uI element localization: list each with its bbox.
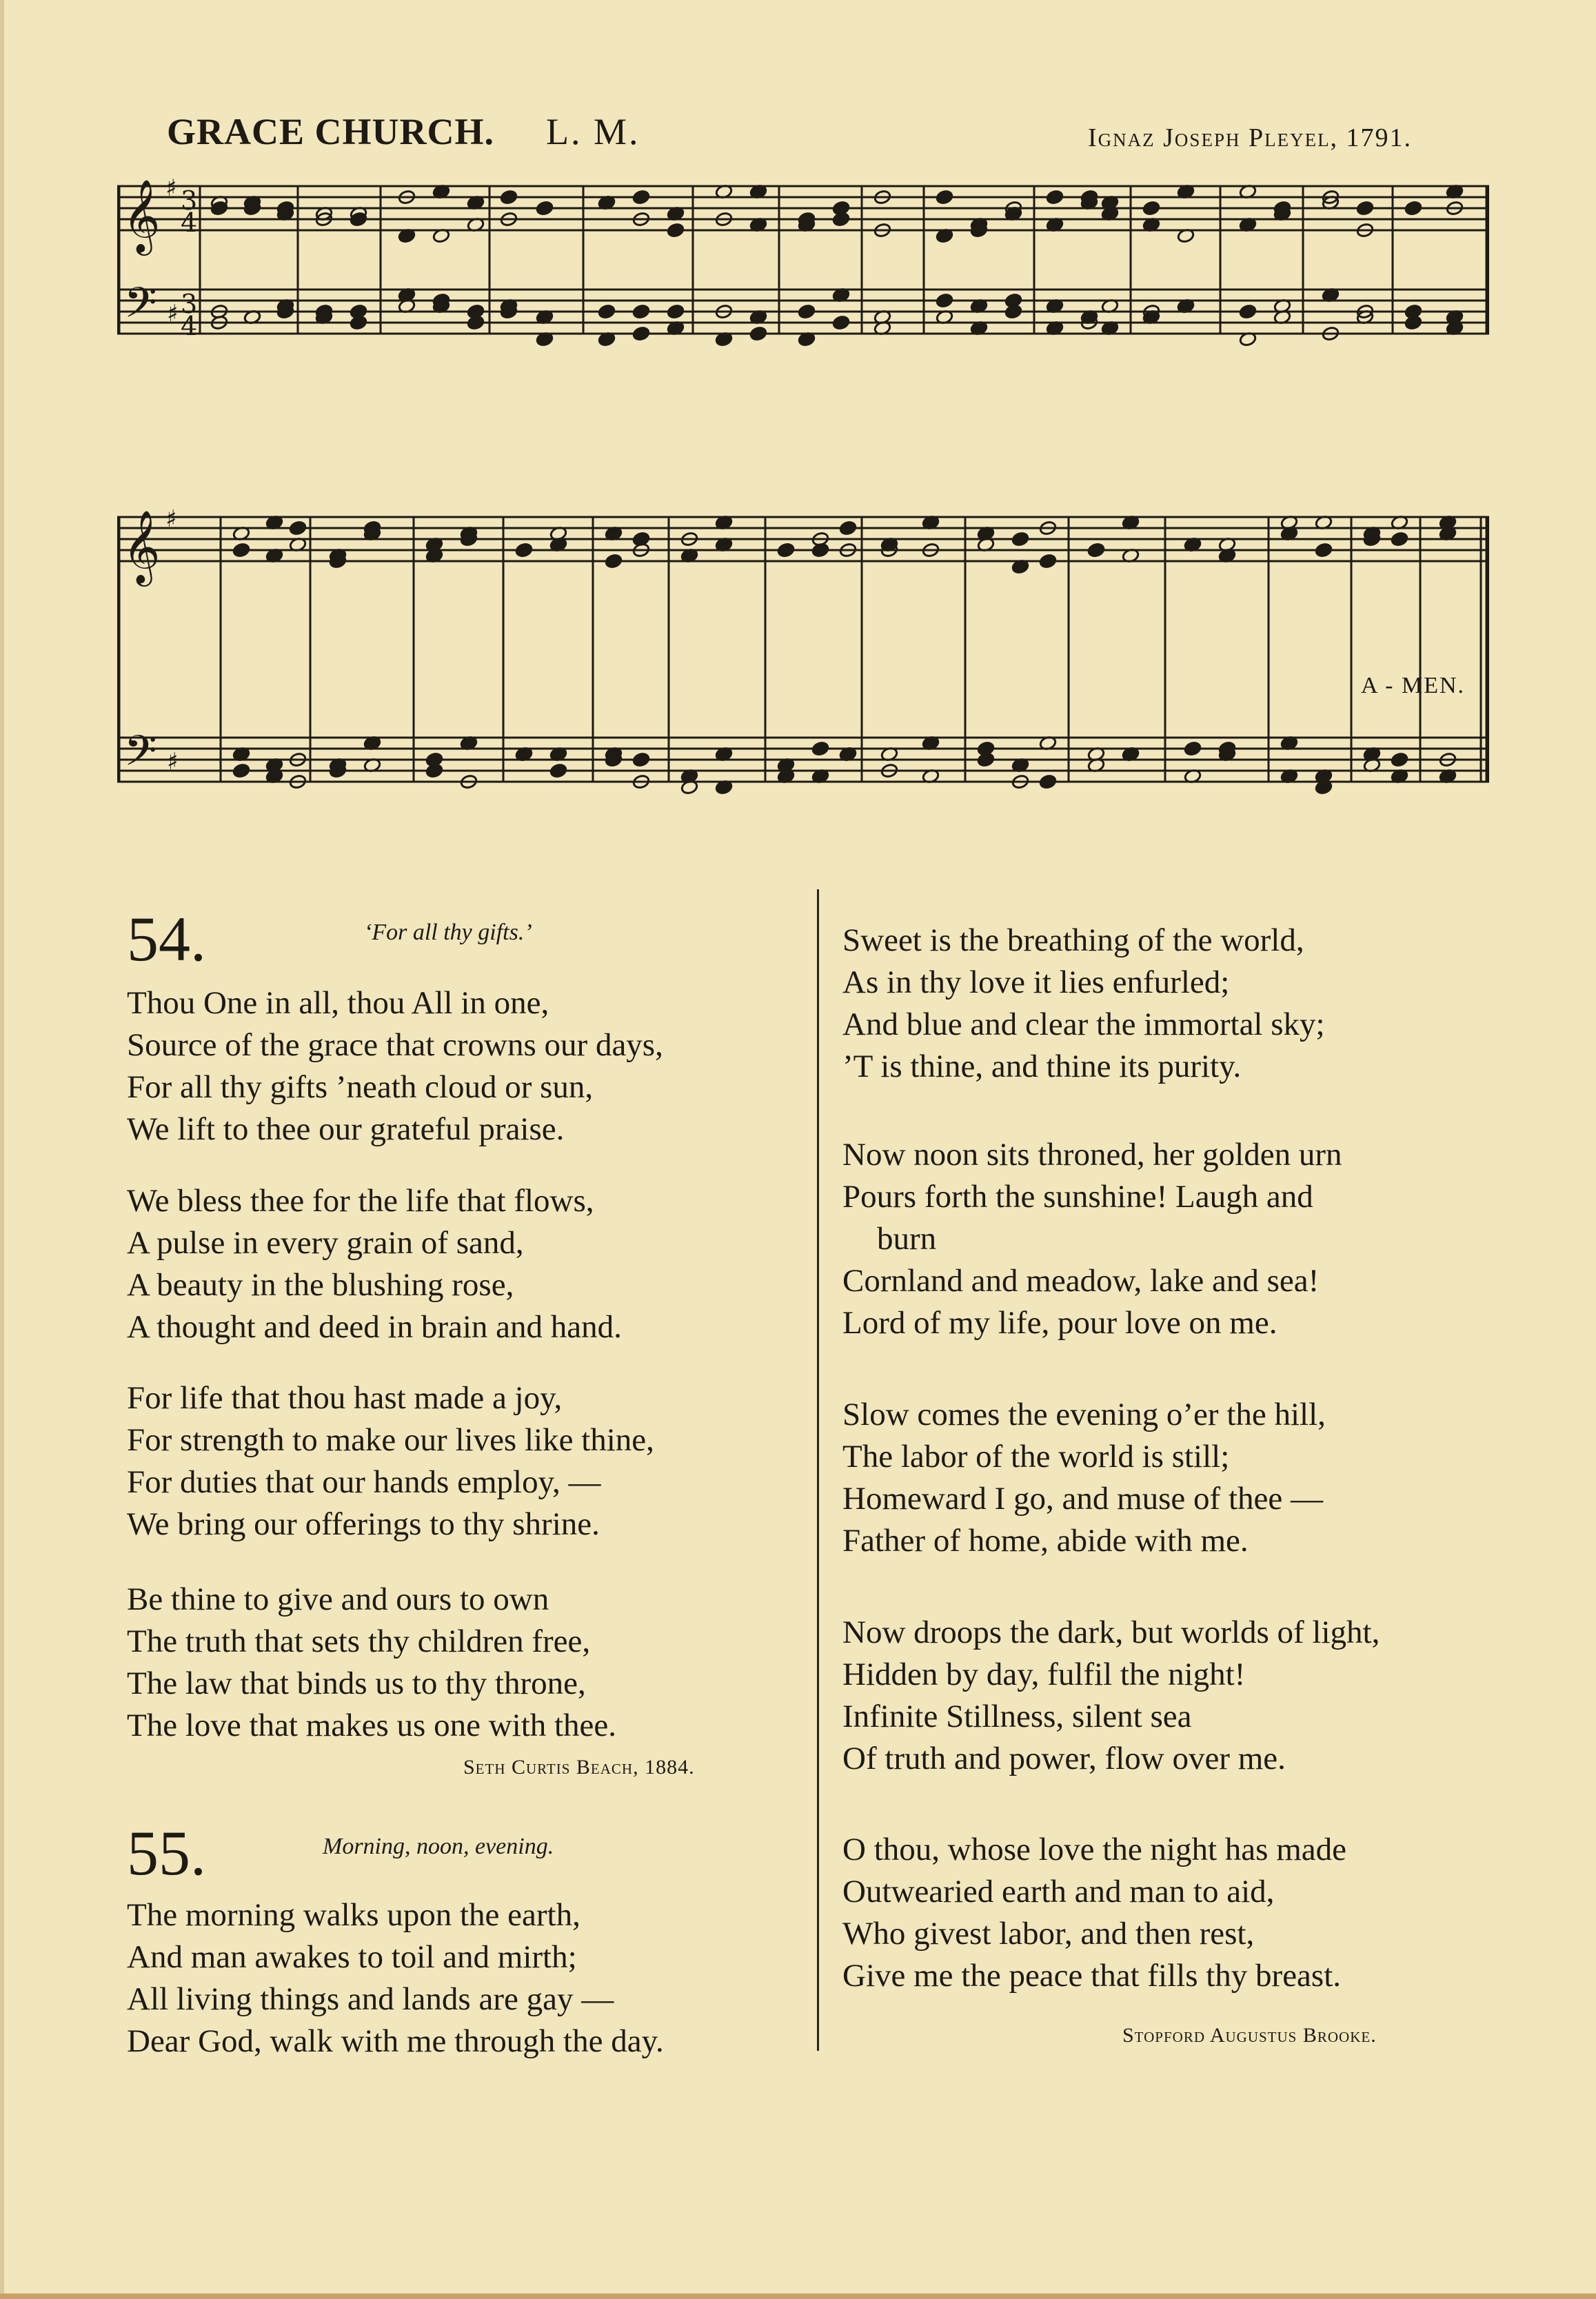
column-divider	[817, 889, 819, 2051]
hymn-number-55: 55.	[127, 1818, 206, 1888]
time-signature-top: 3	[181, 185, 198, 216]
note-head	[936, 293, 953, 309]
hymn-54-stanza-4	[127, 1579, 616, 1747]
note-head	[232, 763, 250, 779]
verse-line: For strength to make our lives like thine,	[127, 1422, 654, 1458]
verse-line: O thou, whose love the night has made	[842, 1832, 1346, 1867]
note-head	[1011, 531, 1029, 547]
verse-line: Who givest labor, and then rest,	[842, 1916, 1255, 1952]
verse-line: For all thy gifts ’neath cloud or sun,	[127, 1069, 594, 1105]
sharp-icon: ♯	[165, 505, 177, 533]
verse-line: Father of home, abide with me.	[842, 1523, 1249, 1559]
note-head	[425, 752, 443, 768]
verse-line: The morning walks upon the earth,	[127, 1897, 580, 1933]
hymn-54-stanza-2	[127, 1180, 622, 1348]
verse-line: We lift to thee our grateful praise.	[127, 1111, 565, 1147]
note-head	[515, 543, 533, 558]
verse-line: Slow comes the evening o’er the hill,	[842, 1397, 1326, 1432]
note-head	[350, 304, 367, 320]
note-head	[632, 190, 650, 205]
note-head	[467, 315, 485, 331]
note-head	[1039, 554, 1057, 569]
verse-line: Source of the grace that crowns our days,	[127, 1027, 663, 1063]
tune-title: GRACE CHURCH.	[167, 111, 495, 152]
verse-line: Thou One in all, thou All in one,	[127, 985, 549, 1021]
note-head	[811, 741, 829, 757]
verse-line: The truth that sets thy children free,	[127, 1623, 591, 1659]
note-head	[289, 520, 307, 536]
note-head	[1356, 201, 1374, 216]
verse-line: A pulse in every grain of sand,	[127, 1225, 524, 1261]
note-head	[605, 554, 623, 569]
verse-line: A thought and deed in brain and hand.	[127, 1309, 622, 1345]
note-head	[1184, 741, 1202, 757]
note-head	[1315, 543, 1333, 558]
note-head	[811, 543, 829, 558]
verse-line: Hidden by day, fulfil the night!	[842, 1657, 1246, 1692]
verse-line: burn	[877, 1221, 937, 1257]
hymn-55-stanza-3	[842, 1134, 1342, 1344]
note-head	[1142, 201, 1160, 216]
note-head	[977, 752, 995, 768]
tune-meter: L. M.	[546, 111, 640, 152]
verse-line: Lord of my life, pour love on me.	[842, 1305, 1277, 1341]
verse-line: Give me the peace that fills thy breast.	[842, 1958, 1342, 1994]
verse-line: Homeward I go, and muse of thee —	[842, 1481, 1323, 1517]
verse-line: The love that makes us one with thee.	[127, 1708, 617, 1743]
note-head	[536, 201, 554, 216]
verse-line: We bring our offerings to thy shrine.	[127, 1506, 600, 1542]
hymn-55-stanza-5	[842, 1612, 1380, 1780]
verse-line: Dear God, walk with me through the day.	[127, 2023, 664, 2059]
verse-line: Cornland and meadow, lake and sea!	[842, 1263, 1320, 1299]
note-head	[500, 190, 518, 205]
hymn-55-stanza-4	[842, 1394, 1326, 1562]
treble-clef-icon: 𝄞	[123, 509, 161, 583]
verse-line: The labor of the world is still;	[842, 1439, 1230, 1475]
hymn-55-author: Stopford Augustus Brooke.	[1122, 2024, 1377, 2047]
verse-line: And blue and clear the immortal sky;	[842, 1006, 1325, 1042]
note-head	[832, 315, 850, 331]
hymn-54-stanza-1	[127, 982, 663, 1151]
note-head	[1004, 304, 1022, 320]
note-head	[667, 223, 685, 239]
note-head	[667, 304, 685, 320]
note-head	[839, 520, 857, 536]
note-head	[1039, 774, 1057, 790]
note-head	[749, 326, 767, 342]
verse-line: Pours forth the sunshine! Laugh and	[842, 1179, 1313, 1215]
composer-credit: Ignaz Joseph Pleyel, 1791.	[1088, 123, 1413, 152]
note-head	[832, 212, 850, 227]
page-edge	[0, 0, 4, 2299]
hymn-54-author: Seth Curtis Beach, 1884.	[463, 1756, 695, 1779]
verse-line: And man awakes to toil and mirth;	[127, 1939, 577, 1975]
note-head	[1391, 752, 1408, 768]
note-head	[1404, 304, 1422, 320]
amen-label: A - MEN.	[1361, 673, 1466, 698]
sharp-icon: ♯	[167, 748, 179, 776]
hymn-number-54: 54.	[127, 904, 206, 974]
verse-line: Outwearied earth and man to aid,	[842, 1874, 1275, 1910]
note-head	[1046, 190, 1064, 205]
verse-line: Now droops the dark, but worlds of light,	[842, 1614, 1380, 1650]
time-signature-bottom: 4	[181, 311, 198, 341]
sharp-icon: ♯	[167, 300, 179, 327]
note-head	[549, 763, 567, 779]
time-signature-top: 3	[181, 289, 198, 319]
bass-clef-icon: 𝄢	[124, 278, 157, 338]
hymn-55-stanza-1	[127, 1894, 664, 2063]
hymn-55-subtitle: Morning, noon, evening.	[323, 1834, 554, 1859]
verse-line: A beauty in the blushing rose,	[127, 1267, 514, 1303]
hymn-55-stanza-2	[842, 920, 1325, 1088]
verse-line: We bless thee for the life that flows,	[127, 1183, 594, 1219]
hymn-54-stanza-3	[127, 1377, 654, 1546]
verse-line: Now noon sits throned, her golden urn	[842, 1137, 1342, 1173]
note-head	[232, 543, 250, 558]
verse-line: Infinite Stillness, silent sea	[842, 1699, 1192, 1734]
bass-clef-icon: 𝄢	[124, 727, 157, 786]
verse-line: Of truth and power, flow over me.	[842, 1741, 1286, 1776]
note-head	[632, 752, 650, 768]
note-head	[1239, 304, 1257, 320]
hymn-55-stanza-6	[842, 1829, 1346, 1997]
verse-line: All living things and lands are gay —	[127, 1981, 614, 2017]
note-head	[632, 326, 650, 342]
verse-line: The law that binds us to thy throne,	[127, 1665, 586, 1701]
verse-line: For life that thou hast made a joy,	[127, 1380, 563, 1416]
note-head	[798, 304, 816, 320]
note-head	[1087, 543, 1105, 558]
note-head	[1391, 531, 1408, 547]
note-head	[598, 304, 616, 320]
music-score	[117, 165, 1489, 855]
treble-clef-icon: 𝄞	[123, 179, 161, 252]
sharp-icon: ♯	[165, 174, 177, 202]
verse-line: As in thy love it lies enfurled;	[842, 964, 1230, 1000]
verse-line: Sweet is the breathing of the world,	[842, 922, 1304, 958]
verse-line: For duties that our hands employ, —	[127, 1464, 601, 1500]
note-head	[1404, 201, 1422, 216]
note-head	[936, 190, 953, 205]
verse-line: ’T is thine, and thine its purity.	[842, 1049, 1242, 1084]
hymn-54-subtitle: ‘For all thy gifts.’	[364, 920, 532, 945]
note-head	[632, 304, 650, 320]
verse-line: Be thine to give and ours to own	[127, 1581, 549, 1617]
time-signature-bottom: 4	[181, 207, 198, 238]
page-bottom-edge	[0, 2293, 1596, 2299]
